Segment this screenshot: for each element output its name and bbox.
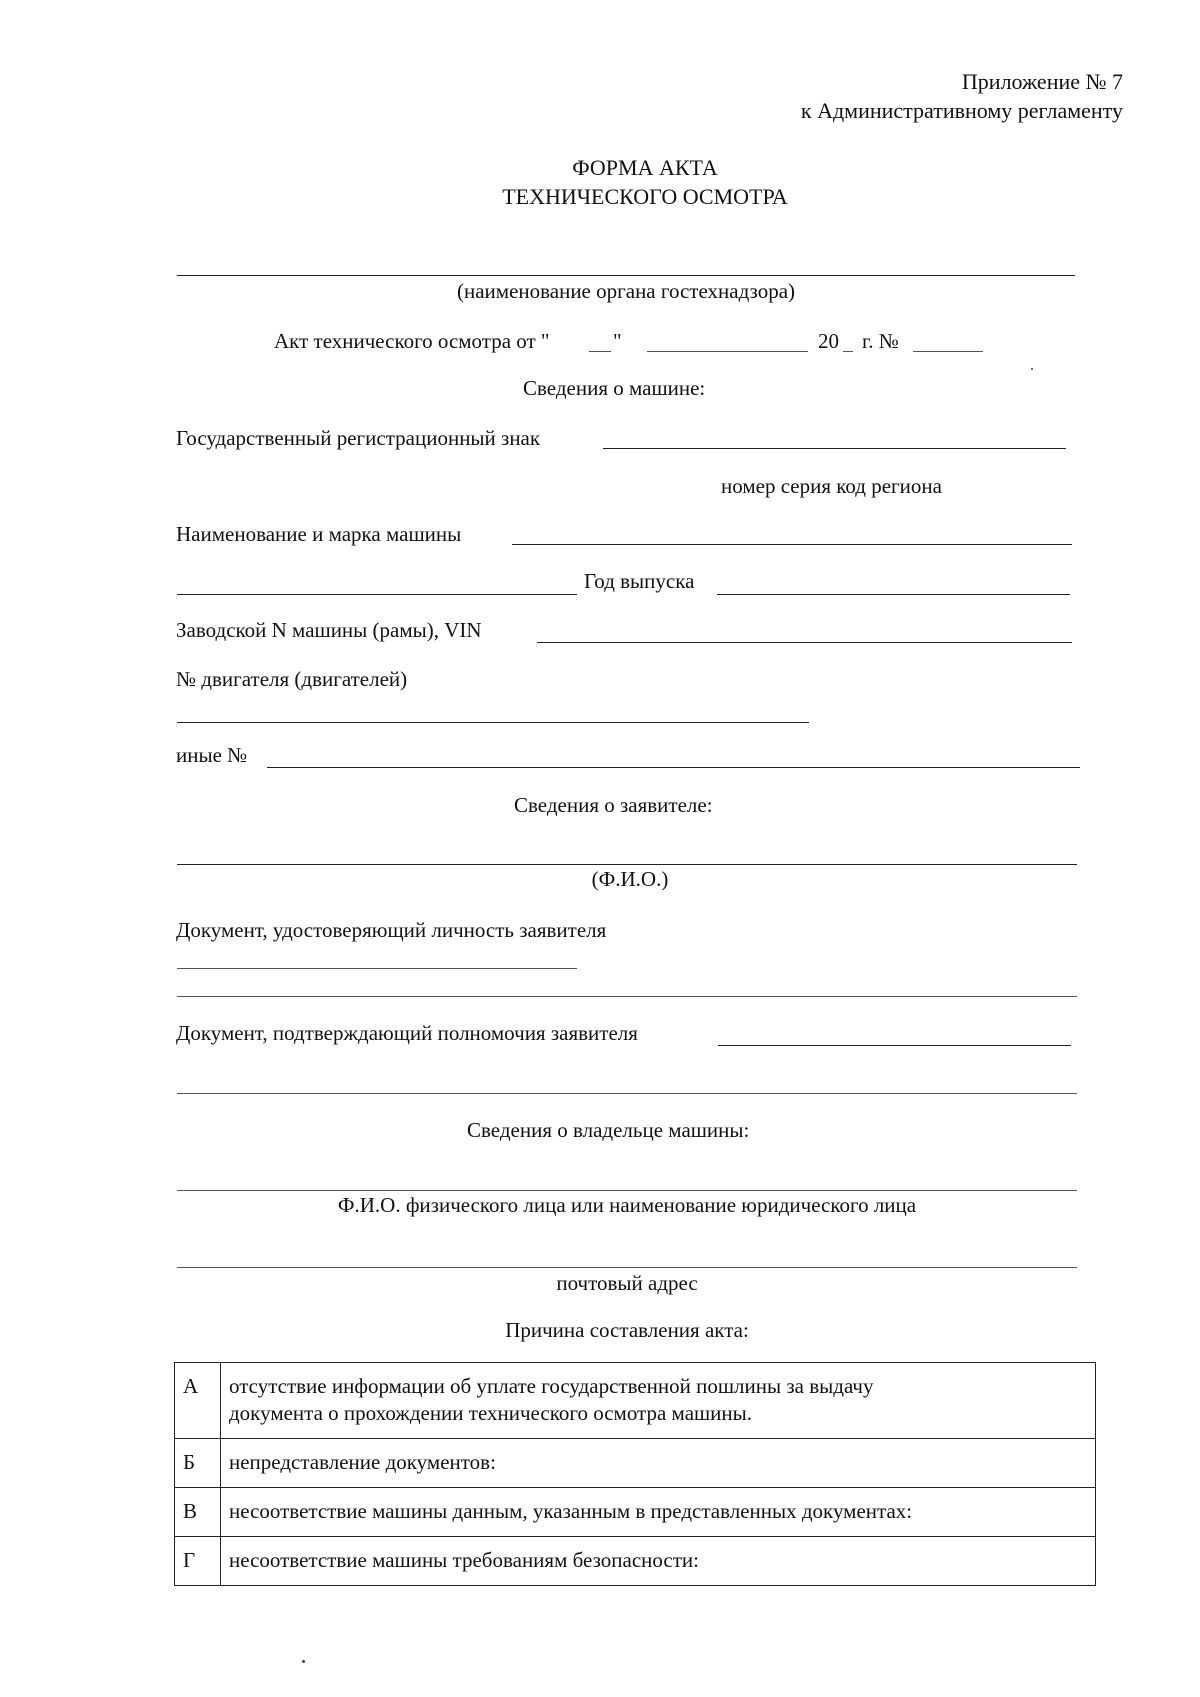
postal-address-caption: почтовый адрес [556,1271,698,1295]
year-label: Год выпуска [584,569,695,593]
factory-number-label: Заводской N машины (рамы), VIN [176,618,482,642]
authority-name-line[interactable] [177,275,1075,276]
reasons-table [174,1362,1096,1586]
reg-sign-caption: номер серия код региона [721,474,942,498]
act-day-blank[interactable] [589,351,611,352]
reason-letter: В [175,1488,221,1537]
reason-section-heading: Причина составления акта: [505,1318,749,1342]
owner-section-heading: Сведения о владельце машины: [467,1118,750,1142]
act-number-blank[interactable] [913,351,983,352]
engine-number-label: № двигателя (двигателей) [176,667,408,691]
act-title-prefix: Акт технического осмотра от " [274,329,550,353]
table-row[interactable] [175,1439,1096,1488]
table-row[interactable] [175,1488,1096,1537]
year-field[interactable] [717,594,1070,595]
appendix-number: Приложение № 7 [961,69,1123,94]
postal-address-field[interactable] [177,1267,1077,1268]
authority-caption: (наименование органа гостехнадзора) [456,279,796,303]
reason-text [221,1363,1096,1439]
reason-letter: Б [175,1439,221,1488]
machine-section-heading: Сведения о машине: [523,376,706,400]
owner-name-field[interactable] [177,1190,1077,1191]
authority-doc-field-2[interactable] [177,1093,1077,1094]
engine-number-field[interactable] [177,722,809,723]
act-quote-close: " [613,329,622,353]
reason-letter: А [175,1363,221,1439]
name-brand-label: Наименование и марка машины [176,522,462,546]
identity-doc-label: Документ, удостоверяющий личность заявителя [176,918,607,942]
reg-sign-label: Государственный регистрационный знак [176,426,541,450]
applicant-fio-field[interactable] [177,864,1077,865]
name-brand-continuation-field[interactable] [177,594,577,595]
factory-number-field[interactable] [537,642,1072,643]
authority-doc-field[interactable] [718,1045,1071,1046]
other-numbers-label: иные № [176,743,248,767]
owner-name-caption: Ф.И.О. физического лица или наименование юридического лица [337,1193,917,1217]
reason-text-line: документа о прохождении технического осмотра машины. [229,1401,753,1426]
reason-text: несоответствие машины данным, указанным в представленных документах: [221,1488,1096,1537]
table-row[interactable] [175,1537,1096,1586]
regulation-reference: к Административному регламенту [800,98,1123,123]
scan-speck [1031,368,1033,370]
identity-doc-field-2[interactable] [177,996,1077,997]
reg-sign-field[interactable] [603,448,1066,449]
document-title-line1: ФОРМА АКТА [572,155,718,180]
act-year-prefix: 20 [818,329,839,353]
applicant-section-heading: Сведения о заявителе: [514,793,713,817]
reason-text: непредставление документов: [221,1439,1096,1488]
other-numbers-field[interactable] [267,767,1080,768]
table-row[interactable] [175,1363,1096,1439]
act-number-label: г. № [862,329,899,353]
act-year-blank[interactable] [843,351,853,352]
scan-speck [302,1660,305,1663]
reason-text: несоответствие машины требованиям безопасности: [221,1537,1096,1586]
authority-doc-label: Документ, подтверждающий полномочия заявителя [176,1021,638,1045]
act-month-blank[interactable] [647,351,808,352]
name-brand-field[interactable] [512,544,1072,545]
document-title-line2: ТЕХНИЧЕСКОГО ОСМОТРА [502,184,788,209]
reason-text-line: отсутствие информации об уплате государственной пошлины за выдачу [229,1374,874,1398]
reason-letter: Г [175,1537,221,1586]
identity-doc-field[interactable] [177,968,577,969]
fio-caption: (Ф.И.О.) [591,867,669,891]
